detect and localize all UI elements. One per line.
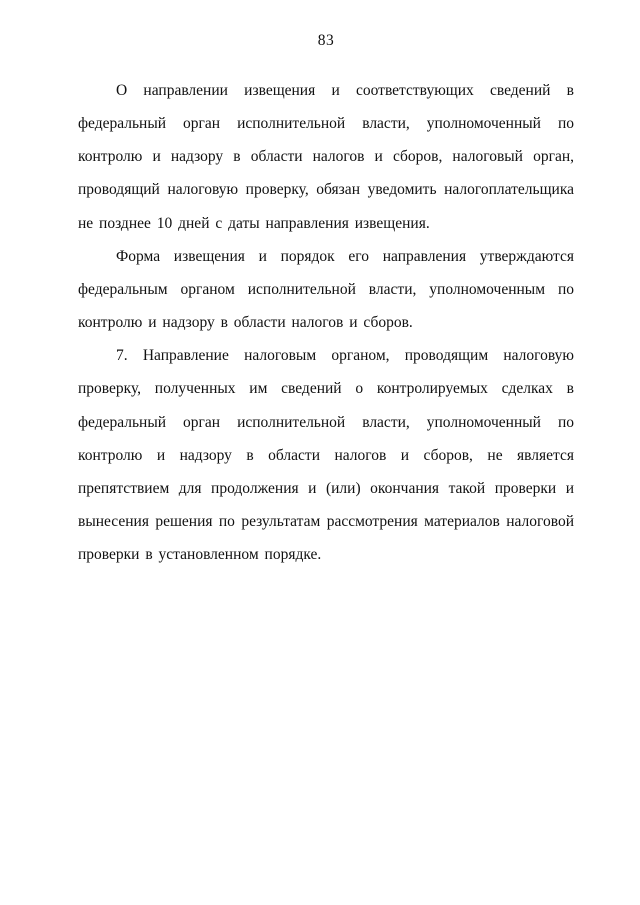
paragraph: О направлении извещения и соответствующих сведений в федеральный орган исполнительной власти, уполномоченный по контролю и надзору в области налогов и сборов, налоговый орган, проводящий налоговую проверку, обязан уведомить налогоплательщика не позднее 10 дней с даты направления извещения. xyxy=(78,82,574,232)
paragraph: Форма извещения и порядок его направления утверждаются федеральным органом исполнительной власти, уполномоченным по контролю и надзору в области налогов и сборов. xyxy=(78,247,574,332)
page-number: 83 xyxy=(317,32,335,49)
document-body xyxy=(78,74,574,571)
paragraph: 7. Направление налоговым органом, проводящим налоговую проверку, полученных им сведений о контролируемых сделках в федеральный орган исполнительной власти, уполномоченный по контролю и надзору в области налогов и сборов, не является препятствием для продолжения и (или) окончания такой проверки и вынесения решения по результатам рассмотрения материалов налоговой проверки в установленном порядке. xyxy=(78,347,574,564)
